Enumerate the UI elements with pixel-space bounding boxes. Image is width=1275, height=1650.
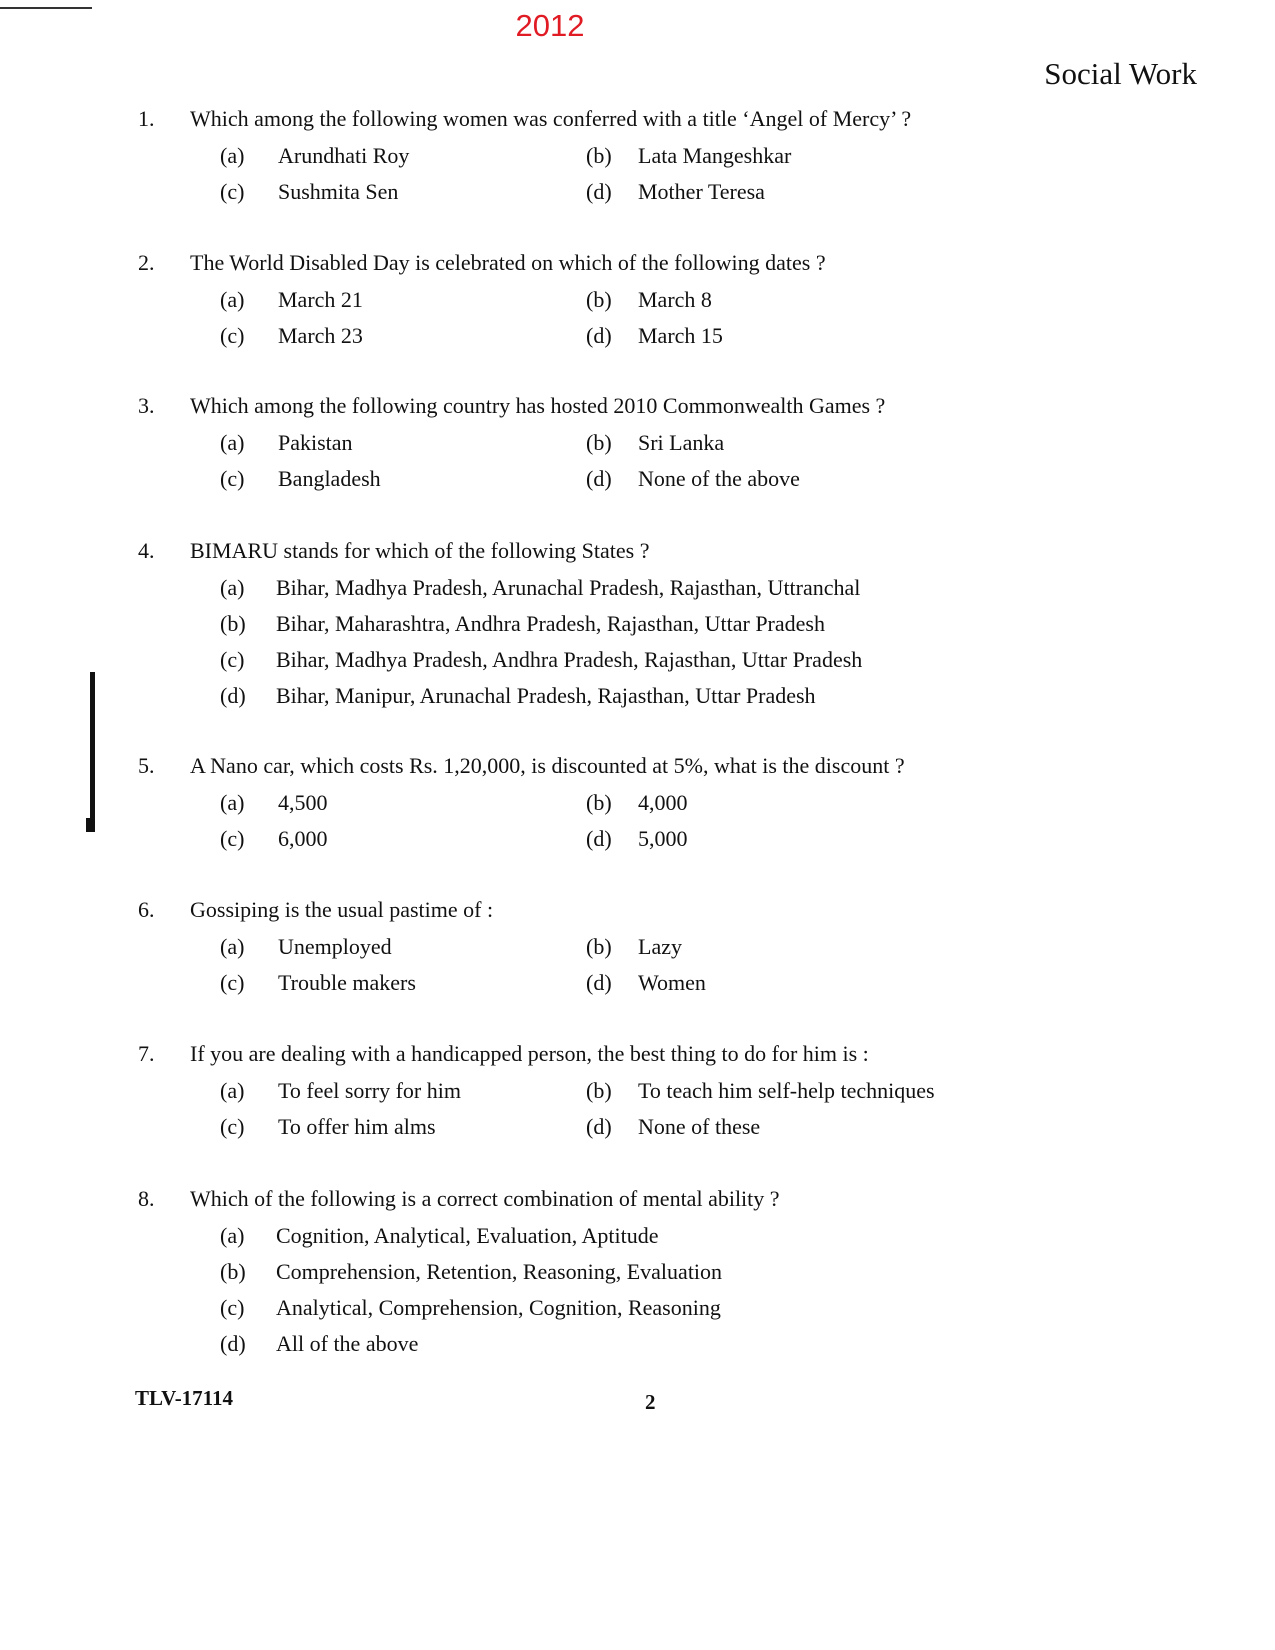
option-text: 6,000	[278, 826, 328, 851]
option-text: 5,000	[638, 826, 688, 851]
option-label: (a)	[220, 287, 245, 312]
question-text: Which of the following is a correct combination of mental ability ?	[190, 1186, 780, 1211]
option-text: Bangladesh	[278, 466, 381, 491]
option-label: (c)	[220, 1114, 245, 1139]
option-label: (c)	[220, 466, 245, 491]
option-text: To feel sorry for him	[278, 1078, 461, 1103]
option-text: March 21	[278, 287, 363, 312]
option-label: (b)	[586, 143, 612, 168]
option-label: (b)	[586, 934, 612, 959]
option-text: March 23	[278, 323, 363, 348]
option-text: Mother Teresa	[638, 179, 765, 204]
option-text: Bihar, Madhya Pradesh, Andhra Pradesh, Rajasthan, Uttar Pradesh	[276, 647, 863, 672]
option-label: (c)	[220, 323, 245, 348]
option-text: 4,500	[278, 790, 328, 815]
option-label: (c)	[220, 647, 245, 672]
option-label: (a)	[220, 143, 245, 168]
option-label: (d)	[586, 1114, 612, 1139]
option-label: (d)	[586, 970, 612, 995]
option-label: (b)	[586, 430, 612, 455]
option-text: Analytical, Comprehension, Cognition, Reasoning	[276, 1295, 721, 1320]
question-number: 4.	[138, 538, 155, 563]
option-label: (b)	[586, 790, 612, 815]
option-text: None of these	[638, 1114, 761, 1139]
option-text: Sri Lanka	[638, 430, 725, 455]
option-text: Comprehension, Retention, Reasoning, Evaluation	[276, 1259, 723, 1284]
question-8	[0, 1186, 1275, 1356]
question-number: 2.	[138, 250, 155, 275]
option-label: (a)	[220, 1223, 245, 1248]
question-text: BIMARU stands for which of the following States ?	[190, 538, 650, 563]
option-label: (c)	[220, 970, 245, 995]
option-label: (a)	[220, 790, 245, 815]
exam-year: 2012	[515, 8, 585, 43]
option-label: (d)	[586, 323, 612, 348]
option-label: (d)	[586, 826, 612, 851]
question-number: 3.	[138, 393, 155, 418]
option-text: Cognition, Analytical, Evaluation, Aptitude	[276, 1223, 659, 1248]
option-text: None of the above	[638, 466, 800, 491]
paper-code: TLV-17114	[135, 1386, 234, 1410]
option-text: Arundhati Roy	[278, 143, 410, 168]
option-text: Trouble makers	[278, 970, 416, 995]
option-text: To teach him self-help techniques	[638, 1078, 935, 1103]
option-text: Bihar, Manipur, Arunachal Pradesh, Rajasthan, Uttar Pradesh	[276, 683, 816, 708]
option-text: Bihar, Madhya Pradesh, Arunachal Pradesh, Rajasthan, Uttranchal	[276, 575, 861, 600]
question-4	[0, 538, 1275, 708]
option-label: (d)	[220, 683, 246, 708]
option-label: (b)	[220, 611, 246, 636]
option-text: March 15	[638, 323, 723, 348]
option-text: Women	[638, 970, 706, 995]
option-text: Lata Mangeshkar	[638, 143, 792, 168]
question-number: 7.	[138, 1041, 155, 1066]
question-text: Which among the following country has hosted 2010 Commonwealth Games ?	[190, 393, 886, 418]
option-text: March 8	[638, 287, 712, 312]
option-text: All of the above	[276, 1331, 419, 1356]
option-label: (d)	[586, 466, 612, 491]
question-number: 1.	[138, 106, 155, 131]
option-text: To offer him alms	[278, 1114, 436, 1139]
question-number: 8.	[138, 1186, 155, 1211]
option-label: (c)	[220, 1295, 245, 1320]
option-label: (d)	[220, 1331, 246, 1356]
option-label: (a)	[220, 1078, 245, 1103]
option-text: Unemployed	[278, 934, 392, 959]
question-number: 5.	[138, 753, 155, 778]
option-text: 4,000	[638, 790, 688, 815]
page-number: 2	[645, 1390, 656, 1414]
option-text: Sushmita Sen	[278, 179, 399, 204]
option-label: (a)	[220, 934, 245, 959]
question-text: Which among the following women was conferred with a title ‘Angel of Mercy’ ?	[190, 106, 912, 131]
option-label: (c)	[220, 826, 245, 851]
option-label: (b)	[586, 287, 612, 312]
question-number: 6.	[138, 897, 155, 922]
option-label: (a)	[220, 430, 245, 455]
option-text: Lazy	[638, 934, 682, 959]
question-text: Gossiping is the usual pastime of :	[190, 897, 494, 922]
option-text: Pakistan	[278, 430, 353, 455]
option-label: (a)	[220, 575, 245, 600]
option-text: Bihar, Maharashtra, Andhra Pradesh, Rajasthan, Uttar Pradesh	[276, 611, 825, 636]
option-label: (c)	[220, 179, 245, 204]
question-text: If you are dealing with a handicapped person, the best thing to do for him is :	[190, 1041, 869, 1066]
option-label: (b)	[220, 1259, 246, 1284]
question-text: A Nano car, which costs Rs. 1,20,000, is discounted at 5%, what is the discount ?	[190, 753, 905, 778]
subject-title: Social Work	[1044, 56, 1197, 91]
option-label: (d)	[586, 179, 612, 204]
option-label: (b)	[586, 1078, 612, 1103]
question-text: The World Disabled Day is celebrated on which of the following dates ?	[190, 250, 826, 275]
